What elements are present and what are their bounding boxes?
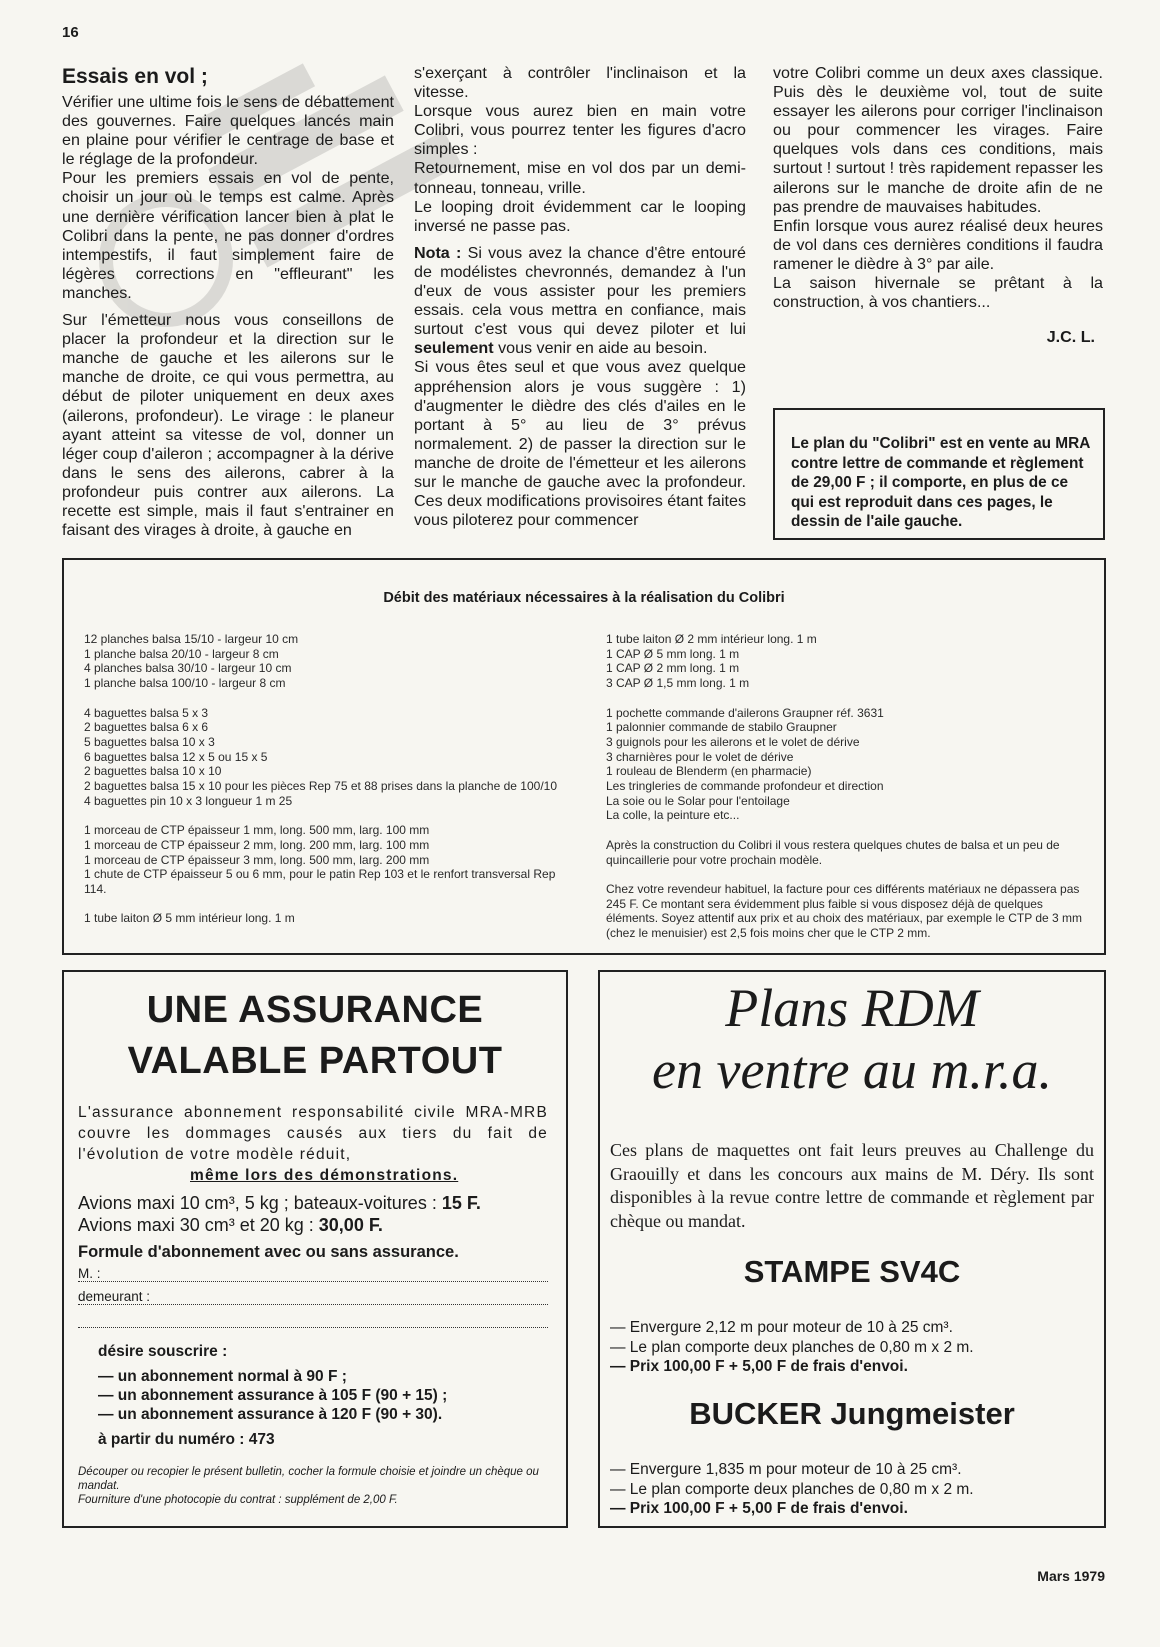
paragraph: Retournement, mise en vol dos par un demi-tonneau, tonneau, vrille.	[414, 159, 746, 197]
list-item: La colle, la peinture etc...	[606, 808, 740, 823]
fine-print-1: Découper ou recopier le présent bulletin, cocher la formule choisie et joindre un chèque ou mandat.	[78, 1466, 539, 1492]
list-item: 1 pochette commande d'ailerons Graupner réf. 3631	[606, 705, 884, 720]
paragraph: votre Colibri comme un deux axes classique. Puis dès le deuxième vol, tout de suite essayer les ailerons pour corriger l'inclinaison ou pour commencer les virages. Faire quelques vols dans ces conditions, mais surtout ! surtout ! très rapidement repasser les ailerons sur le manche de droite afin de ne pas prendre de mauvaises habitudes.	[773, 64, 1103, 216]
plans-ad	[598, 970, 1106, 1528]
address-field[interactable]: demeurant :	[78, 1286, 548, 1305]
list-item: 2 baguettes balsa 6 x 6	[84, 720, 209, 735]
plans-title-line2: en ventre au m.r.a.	[652, 1040, 1052, 1100]
paragraph: Enfin lorsque vous aurez réalisé deux heures de vol dans ces dernières conditions il faudra ramener le dièdre à 3° par aile.	[773, 216, 1103, 273]
insurance-rate-1: Avions maxi 10 cm³, 5 kg ; bateaux-voitures : 15 F.	[78, 1193, 481, 1213]
price: — Prix 100,00 F + 5,00 F de frais d'envoi.	[610, 1500, 908, 1517]
paragraph: Lorsque vous aurez bien en main votre Colibri, vous pourrez tenter les figures d'acro simples :	[414, 102, 746, 159]
paragraph: Vérifier une ultime fois le sens de débattement des gouvernes. Faire quelques lancés main en plaine pour vérifier le centrage de base et le réglage de la profondeur.	[62, 93, 394, 169]
list-item: 4 planches balsa 30/10 - largeur 10 cm	[84, 661, 292, 676]
plans-description: Ces plans de maquettes ont fait leurs preuves au Challenge du Graouilly et dans les concours aux mains de M. Déry. Ils sont disponibles à la revue contre lettre de commande et règlement par chèque ou mandat.	[610, 1140, 1094, 1231]
start-issue: à partir du numéro : 473	[98, 1431, 275, 1448]
paragraph: Sur l'émetteur nous vous conseillons de placer la profondeur et la direction sur le manche de gauche et les ailerons sur le manche de droite, ce qui vous permettra, au début de piloter uniquement en deux axes (ailerons, profondeur). Le virage : le planeur ayant atteint sa vitesse de vol, donner un léger coup d'aileron ; accompagner à la dérive dans le sens des ailerons, cabrer à la profondeur puis contrer aux ailerons. La recette est simple, mais il faut s'entrainer en faisant des virages à droite, à gauche en	[62, 311, 394, 540]
plans-title-line1: Plans RDM	[725, 978, 979, 1038]
author-signature: J.C. L.	[1046, 328, 1095, 347]
subscription-option[interactable]: — un abonnement normal à 90 F ;	[98, 1368, 347, 1385]
nota-label: Nota :	[414, 243, 462, 262]
list-item: 1 morceau de CTP épaisseur 1 mm, long. 500 mm, larg. 100 mm	[84, 823, 430, 838]
list-item: 1 planche balsa 100/10 - largeur 8 cm	[84, 676, 286, 691]
page-footer-date: Mars 1979	[1037, 1568, 1105, 1584]
materials-box	[62, 558, 1106, 955]
list-item: 1 planche balsa 20/10 - largeur 8 cm	[84, 646, 279, 661]
fine-print-2: Fourniture d'une photocopie du contrat : supplément de 2,00 F.	[78, 1494, 398, 1506]
list-item: 1 CAP Ø 5 mm long. 1 m	[606, 646, 740, 661]
article-column-2	[414, 64, 746, 530]
list-item: 3 guignols pour les ailerons et le volet de dérive	[606, 734, 860, 749]
model-specs-bucker: — Envergure 1,835 m pour moteur de 10 à 25 cm³. — Le plan comporte deux planches de 0,80 m x 2 m. — Prix 100,00 F + 5,00 F de frais d'envoi.	[610, 1460, 1100, 1519]
paragraph: La saison hivernale se prêtant à la construction, à vos chantiers...	[773, 274, 1103, 312]
paragraph: Le looping droit évidemment car le looping inversé ne passe pas.	[414, 197, 746, 235]
nota-paragraph: Nota : Si vous avez la chance d'être entouré de modélistes chevronnés, demandez à l'un d'eux de vous assister pour les premiers essais. cela vous mettra en confiance, mais surtout c'est vous qui devez piloter et lui seulement vous venir en aide au besoin.	[414, 243, 746, 358]
list-item: 5 baguettes balsa 10 x 3	[84, 734, 215, 749]
materials-left-list	[84, 632, 574, 926]
insurance-body	[78, 1102, 548, 1507]
list-item: 2 baguettes balsa 10 x 10	[84, 764, 222, 779]
list-item: Chez votre revendeur habituel, la facture pour ces différents matériaux ne dépassera pas 245 F. Ce montant sera évidemment plus faible si vous disposez déjà de quelques éléments. Soyez attentif aux prix et au choix des matériaux, par exemple le CTP de 3 mm (chez le menuisier) est 2,5 fois moins cher que le CTP 2 mm.	[606, 881, 1083, 941]
model-specs-stampe: — Envergure 2,12 m pour moteur de 10 à 25 cm³. — Le plan comporte deux planches de 0,80 m x 2 m. — Prix 100,00 F + 5,00 F de frais d'envoi.	[610, 1318, 1100, 1377]
insurance-title-line2: VALABLE PARTOUT	[127, 1040, 503, 1082]
plan-sale-note: Le plan du "Colibri" est en vente au MRA contre lettre de commande et règlement de 29,00 F ; il comporte, en plus de ce qui est reproduit dans ces pages, le dessin de l'aile gauche.	[773, 408, 1105, 540]
price: — Prix 100,00 F + 5,00 F de frais d'envoi.	[610, 1358, 908, 1375]
model-title-bucker: BUCKER Jungmeister	[689, 1396, 1015, 1431]
insurance-intro-underlined: même lors des démonstrations.	[190, 1167, 459, 1184]
list-item: 1 morceau de CTP épaisseur 2 mm, long. 200 mm, larg. 100 mm	[84, 837, 430, 852]
materials-right-list	[606, 632, 1091, 941]
list-item: Après la construction du Colibri il vous restera quelques chutes de balsa et un peu de quincaillerie pour votre prochain modèle.	[606, 837, 1060, 867]
materials-title: Débit des matériaux nécessaires à la réalisation du Colibri	[383, 590, 785, 606]
list-item: 1 tube laiton Ø 2 mm intérieur long. 1 m	[606, 632, 817, 646]
list-item: Les tringleries de commande profondeur et direction	[606, 779, 884, 794]
subscription-option[interactable]: — un abonnement assurance à 120 F (90 + 30).	[98, 1406, 443, 1423]
insurance-intro: L'assurance abonnement responsabilité civile MRA-MRB couvre les dommages causés aux tiers du fait de l'évolution de votre modèle réduit,	[78, 1104, 548, 1163]
paragraph: Pour les premiers essais en vol de pente, choisir un jour où le temps est calme. Après une dernière vérification lancer bien à plat le Colibri dans la pente, ne pas donner d'ordres intempestifs, il faut simplement faire de légères corrections en "effleurant" les manches.	[62, 169, 394, 302]
list-item: 6 baguettes balsa 12 x 5 ou 15 x 5	[84, 749, 268, 764]
address-field-line2[interactable]	[78, 1309, 548, 1328]
subscription-option[interactable]: — un abonnement assurance à 105 F (90 + 15) ;	[98, 1387, 448, 1404]
list-item: 4 baguettes pin 10 x 3 longueur 1 m 25	[84, 793, 293, 808]
name-field[interactable]: M. :	[78, 1263, 548, 1282]
insurance-rate-2: Avions maxi 30 cm³ et 20 kg : 30,00 F.	[78, 1215, 383, 1235]
model-title-stampe: STAMPE SV4C	[743, 1254, 961, 1289]
article-column-3	[773, 64, 1103, 347]
paragraph: Si vous êtes seul et que vous avez quelque appréhension alors je vous suggère : 1) d'augmenter le dièdre des clés d'ailes en le portant à 5° au lieu de 3° prévus normalement. 2) de passer la direction sur le manche de droite de l'émetteur et les ailerons sur le manche de gauche avec la profondeur. Ces deux modifications provisoires étant faites vous piloterez pour commencer	[414, 358, 746, 530]
insurance-ad	[62, 970, 568, 1528]
list-item: 12 planches balsa 15/10 - largeur 10 cm	[84, 632, 299, 646]
page-number: 16	[62, 24, 79, 41]
paragraph: s'exerçant à contrôler l'inclinaison et la vitesse.	[414, 64, 746, 102]
list-item: 3 CAP Ø 1,5 mm long. 1 m	[606, 676, 750, 691]
list-item: 1 rouleau de Blenderm (en pharmacie)	[606, 764, 812, 779]
list-item: 1 morceau de CTP épaisseur 3 mm, long. 500 mm, larg. 200 mm	[84, 852, 430, 867]
list-item: 1 palonnier commande de stabilo Graupner	[606, 720, 837, 735]
form-title: Formule d'abonnement avec ou sans assurance.	[78, 1243, 459, 1261]
article-column-1	[62, 64, 394, 540]
section-heading: Essais en vol ;	[62, 65, 208, 88]
subscribe-label: désire souscrire :	[98, 1343, 228, 1360]
list-item: 1 CAP Ø 2 mm long. 1 m	[606, 661, 740, 676]
list-item: 4 baguettes balsa 5 x 3	[84, 705, 209, 720]
list-item: 3 charnières pour le volet de dérive	[606, 749, 794, 764]
insurance-title-line1: UNE ASSURANCE	[146, 989, 484, 1031]
list-item: La soie ou le Solar pour l'entoilage	[606, 793, 790, 808]
list-item: 1 chute de CTP épaisseur 5 ou 6 mm, pour le patin Rep 103 et le renfort transversal Rep 114.	[84, 867, 556, 896]
list-item: 1 tube laiton Ø 5 mm intérieur long. 1 m	[84, 911, 295, 926]
list-item: 2 baguettes balsa 15 x 10 pour les pièces Rep 75 et 88 prises dans la planche de 100/10	[84, 779, 557, 794]
